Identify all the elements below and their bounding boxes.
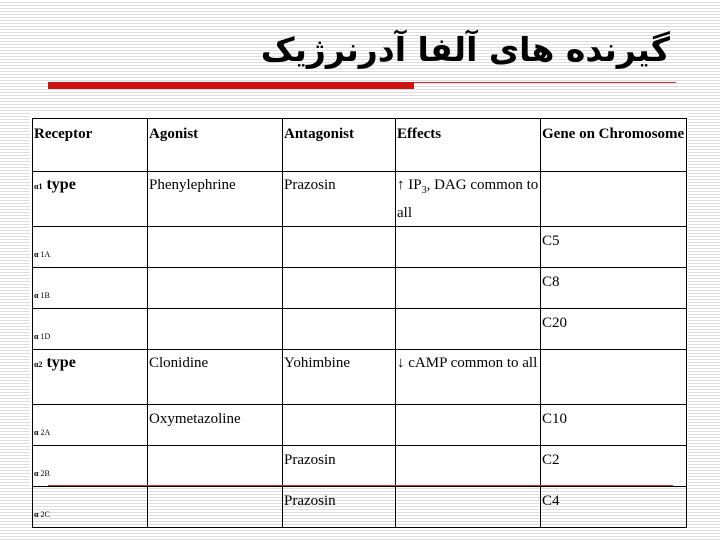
receptor-cell: α 2B [33,446,148,487]
footer-divider [48,485,673,486]
antagonist-cell: Yohimbine [283,350,396,405]
gene-cell: C4 [541,487,687,528]
gene-cell [541,350,687,405]
table-row [33,350,687,405]
title-underline-bar [48,82,414,89]
receptor-table [32,118,687,528]
agonist-cell [148,268,283,309]
agonist-cell [148,309,283,350]
header-effects: Effects [396,119,541,172]
gene-cell: C2 [541,446,687,487]
table-row [33,405,687,446]
receptor-cell: α 2A [33,405,148,446]
gene-cell: C10 [541,405,687,446]
table-header-row [33,119,687,172]
effects-cell [396,309,541,350]
agonist-cell [148,487,283,528]
table-row [33,446,687,487]
agonist-cell [148,227,283,268]
table-row [33,487,687,528]
agonist-cell: Phenylephrine [148,172,283,227]
table-row [33,227,687,268]
title-underline-thin [414,82,676,83]
agonist-cell [148,446,283,487]
effects-cell: ↑ $IP_3$, DAG common to all [396,172,541,227]
effects-cell: ↓ cAMP common to all [396,350,541,405]
effects-cell [396,268,541,309]
table-row [33,268,687,309]
table-row [33,309,687,350]
gene-cell: C8 [541,268,687,309]
antagonist-cell: Prazosin [283,446,396,487]
gene-cell: C5 [541,227,687,268]
antagonist-cell: Prazosin [283,172,396,227]
effects-cell [396,405,541,446]
agonist-cell: Oxymetazoline [148,405,283,446]
gene-cell [541,172,687,227]
receptor-cell: α 2C [33,487,148,528]
header-receptor: Receptor [33,119,148,172]
agonist-cell: Clonidine [148,350,283,405]
antagonist-cell [283,268,396,309]
receptor-cell: α 1D [33,309,148,350]
header-antagonist: Antagonist [283,119,396,172]
gene-cell: C20 [541,309,687,350]
header-agonist: Agonist [148,119,283,172]
antagonist-cell [283,309,396,350]
antagonist-cell [283,227,396,268]
table-row [33,172,687,227]
effects-cell [396,227,541,268]
receptor-cell: α 1B [33,268,148,309]
receptor-cell: α 1A [33,227,148,268]
slide-title: گیرنده های آلفا آدرنرژیک [260,30,670,69]
down-arrow-icon: ↓ [397,355,405,371]
receptor-cell: α2 type [33,350,148,405]
effects-cell [396,487,541,528]
antagonist-cell [283,405,396,446]
antagonist-cell: Prazosin [283,487,396,528]
effects-cell [396,446,541,487]
receptor-cell: α1 type [33,172,148,227]
up-arrow-icon: ↑ [397,177,405,193]
header-gene: Gene on Chromosome [541,119,687,172]
